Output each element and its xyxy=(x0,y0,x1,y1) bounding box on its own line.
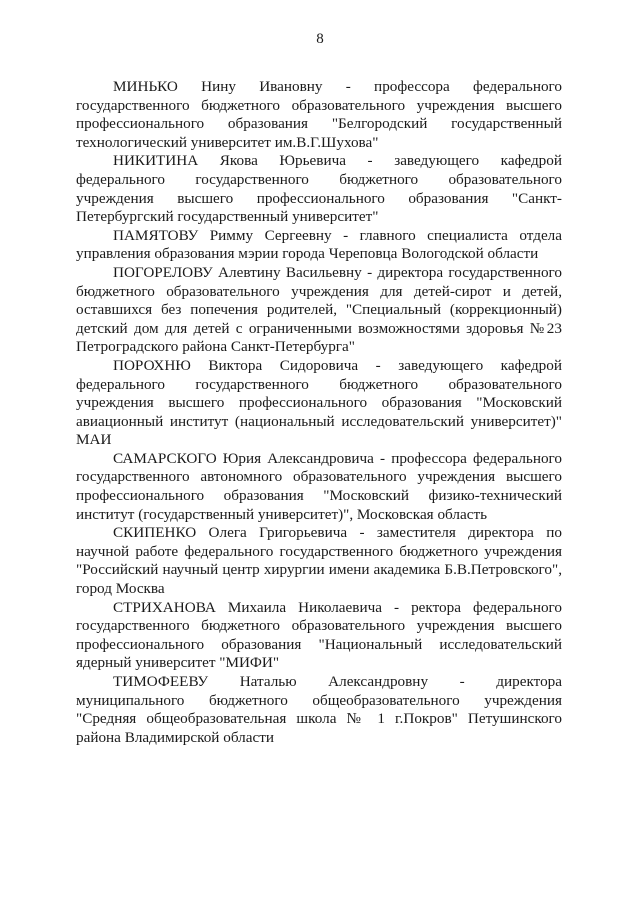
award-entry-minko: МИНЬКО Нину Ивановну - профессора федерального государственного бюджетного образовательного учреждения высшего профессионального образования "Белгородский государственный технологический университет им.В.Г.Шухова" xyxy=(76,78,562,151)
document-body xyxy=(76,78,562,747)
award-entry-skipenko: СКИПЕНКО Олега Григорьевича - заместителя директора по научной работе федерального государственного бюджетного учреждения "Российский научный центр хирургии имени академика Б.В.Петровского", город Москва xyxy=(76,524,562,598)
page-number: 8 xyxy=(316,31,324,47)
award-entry-porokhnya: ПОРОХНЮ Виктора Сидоровича - заведующего кафедрой федерального государственного бюджетного образовательного учреждения высшего профессионального образования "Московский авиационный институт (национальный исследовательский университет)" МАИ xyxy=(76,356,562,449)
award-entry-nikitin: НИКИТИНА Якова Юрьевича - заведующего кафедрой федерального государственного бюджетного образовательного учреждения высшего профессионального образования "Санкт-Петербургский государственный университет" xyxy=(76,152,562,226)
award-entry-pamyatova: ПАМЯТОВУ Римму Сергеевну - главного специалиста отдела управления образования мэрии города Череповца Вологодской области xyxy=(76,226,562,263)
award-entry-timofeeva: ТИМОФЕЕВУ Наталью Александровну - директора муниципального бюджетного общеобразовательного учреждения "Средняя общеобразовательная школа № 1 г.Покров" Петушинского района Владимирской области xyxy=(76,673,562,746)
award-entry-samarsky: САМАРСКОГО Юрия Александровича - профессора федерального государственного автономного образовательного учреждения высшего профессионального образования "Московский физико-технический институт (государственный университет)", Московская область xyxy=(76,449,562,523)
award-entry-strikhanov: СТРИХАНОВА Михаила Николаевича - ректора федерального государственного бюджетного образовательного учреждения высшего профессионального образования "Национальный исследовательский ядерный университет "МИФИ" xyxy=(76,598,562,672)
award-entry-pogorelova: ПОГОРЕЛОВУ Алевтину Васильевну - директора государственного бюджетного образовательного учреждения для детей-сирот и детей, оставшихся без попечения родителей, "Специальный (коррекционный) детский дом для детей с ограниченными возможностями здоровья №23 Петроградского района Санкт-Петербурга" xyxy=(76,263,562,356)
